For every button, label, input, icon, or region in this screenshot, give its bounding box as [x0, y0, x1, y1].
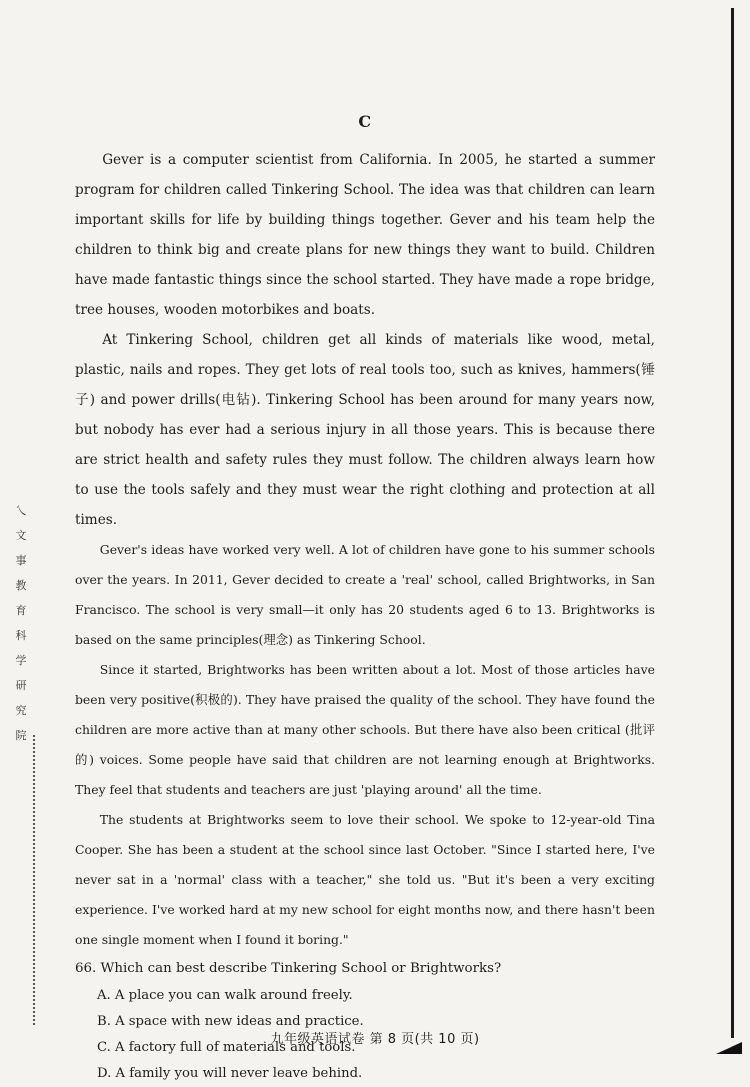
margin-char: 教 — [15, 579, 27, 592]
page-footer: 九年级英语试卷 第 8 页(共 10 页) — [270, 1032, 480, 1047]
margin-char: 究 — [15, 704, 27, 717]
margin-char: 科 — [15, 629, 27, 642]
reading-passage — [75, 112, 655, 1087]
margin-char: 文 — [15, 529, 27, 542]
paragraph-4: Since it started, Brightworks has been written about a lot. Most of those articles have been very positive(积极的). They have praised the quality of the school. They have found the children are more active than at many other schools. But there have also been critical (批评的) voices. Some people have said that children are not learning enough at Brightworks. They feel that students and teachers are just 'playing around' all the time. — [75, 662, 655, 797]
left-dotted-line — [33, 735, 35, 1025]
paragraph-3: Gever's ideas have worked very well. A lot of children have gone to his summer schools over the years. In 2011, Gever decided to create a 'real' school, called Brightworks, in San Francisco. The school is very small—it only has 20 students aged 6 to 13. Brightworks is based on the same principles(理念) as Tinkering School. — [75, 542, 655, 647]
scan-edge-line — [731, 8, 734, 1038]
margin-char: 学 — [15, 654, 27, 667]
margin-char: 乀 — [15, 504, 27, 517]
margin-char: 研 — [15, 679, 27, 692]
question-66 — [75, 955, 655, 1087]
question-stem: 66. Which can best describe Tinkering School or Brightworks? — [75, 961, 502, 976]
paragraph-2: At Tinkering School, children get all kinds of materials like wood, metal, plastic, nails and ropes. They get lots of real tools too, such as knives, hammers(锤子) and power drills(电钻). Tinkering School has been around for many years now, but nobody has ever had a serious injury in all those years. This is because there are strict health and safety rules they must follow. The children always learn how to use the tools safely and they must wear the right clothing and protection at all times. — [75, 332, 655, 528]
option-b: B. A space with new ideas and practice. — [97, 1014, 364, 1029]
margin-char: 育 — [15, 604, 27, 617]
option-a: A. A place you can walk around freely. — [97, 988, 353, 1003]
option-c: C. A factory full of materials and tools. — [97, 1040, 356, 1055]
option-d: D. A family you will never leave behind. — [97, 1066, 363, 1081]
margin-char: 事 — [15, 554, 27, 567]
margin-char: 院 — [15, 729, 27, 742]
left-margin-watermark — [10, 498, 32, 748]
paragraph-1: Gever is a computer scientist from California. In 2005, he started a summer program for children called Tinkering School. The idea was that children can learn important skills for life by building things together. Gever and his team help the children to think big and create plans for new things they want to build. Children have made fantastic things since the school started. They have made a rope bridge, tree houses, wooden motorbikes and boats. — [75, 152, 655, 318]
section-title: C — [358, 112, 372, 131]
paragraph-5: The students at Brightworks seem to love their school. We spoke to 12-year-old Tina Cooper. She has been a student at the school since last October. "Since I started here, I've never sat in a 'normal' class with a teacher," she told us. "But it's been a very exciting experience. I've worked hard at my new school for eight months now, and there hasn't been one single moment when I found it boring." — [75, 812, 655, 947]
